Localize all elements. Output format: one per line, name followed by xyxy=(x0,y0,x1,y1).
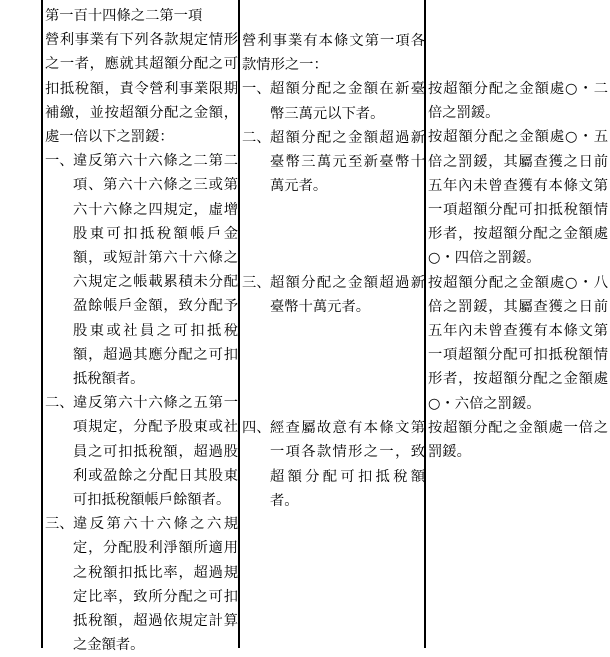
penalty-block-4 xyxy=(428,416,608,464)
item-line: 違反第六十六條之五第一 xyxy=(73,395,238,412)
intro-line: 之一者，應就其超額分配之可 xyxy=(45,56,238,73)
item-line: 股東可扣抵稅額帳戶金 xyxy=(73,225,238,242)
intro-line: 補繳，並按超額分配之金額， xyxy=(45,104,238,121)
case-line: 幣三萬元以下者。 xyxy=(270,105,385,122)
violation-item-2 xyxy=(45,391,238,512)
item-marker: 三、 xyxy=(45,516,74,533)
case-line: 經查屬故意有本條文第 xyxy=(270,420,425,437)
item-line: 違反第六十六條之六規 xyxy=(73,516,238,533)
item-line: 定比率，致所分配之可扣 xyxy=(73,588,238,605)
case-column xyxy=(242,0,425,513)
penalty-line: 按超額分配之金額處一倍之 xyxy=(428,419,608,436)
case-line: 臺幣三萬元至新臺幣十 xyxy=(270,154,425,171)
penalty-block-2 xyxy=(428,125,608,270)
violation-item-1 xyxy=(45,149,238,391)
penalty-block-3 xyxy=(428,271,608,416)
case-line: 超額分配可扣抵稅額 xyxy=(270,468,425,485)
penalty-line: 一項超額分配可扣抵稅額情 xyxy=(428,202,608,219)
case-item-3 xyxy=(242,271,425,416)
penalty-line: 倍之罰鍰，其屬查獲之日前 xyxy=(428,153,608,170)
item-line: 違反第六十六條之二第二 xyxy=(73,153,238,170)
item-line: 之稅額扣抵比率，超過規 xyxy=(73,564,238,581)
article-heading: 第一百十四條之二第一項 xyxy=(45,8,203,24)
penalty-line: 按超額分配之金額處○・八 xyxy=(428,274,608,291)
penalty-line: 按超額分配之金額處○・二 xyxy=(428,81,608,97)
penalty-line: ○・六倍之罰鍰。 xyxy=(428,395,541,412)
penalty-line: 罰鍰。 xyxy=(428,444,471,461)
item-line: 股東或社員之可扣抵稅 xyxy=(73,322,238,339)
case-line: 萬元者。 xyxy=(270,178,328,195)
table-border-left xyxy=(41,0,43,648)
item-marker: 二、 xyxy=(242,129,271,146)
penalty-line: 五年內未曾查獲有本條文第 xyxy=(428,177,608,194)
intro-line: 處一倍以下之罰鍰： xyxy=(45,129,174,146)
item-line: 員之可扣抵稅額，超過股 xyxy=(73,443,238,460)
case-item-2 xyxy=(242,126,425,271)
case-line: 一項各款情形之一，致 xyxy=(270,444,425,461)
item-marker: 三、 xyxy=(242,274,271,291)
intro-line: 扣抵稅額，責令營利事業限期 xyxy=(45,80,238,97)
penalty-block-1 xyxy=(428,77,608,125)
item-marker: 二、 xyxy=(45,395,74,412)
case-line: 超額分配之金額超過新 xyxy=(270,274,425,291)
penalty-column xyxy=(428,0,608,464)
item-line: 額，或短計第六十六條之 xyxy=(73,250,238,267)
item-marker: 一、 xyxy=(242,81,271,98)
case-line: 超額分配之金額超過新 xyxy=(270,129,425,146)
penalty-line: 一項超額分配可扣抵稅額情 xyxy=(428,347,608,364)
item-line: 六規定之帳載累積未分配 xyxy=(73,274,238,291)
item-line: 額，超過其應分配之可扣 xyxy=(73,346,238,363)
case-intro-line: 款情形之一： xyxy=(242,57,328,74)
case-intro-line: 營利事業有本條文第一項各 xyxy=(242,33,425,49)
item-line: 利或盈餘之分配日其股東 xyxy=(73,467,238,484)
case-item-4 xyxy=(242,416,425,513)
item-line: 之金額者。 xyxy=(73,637,145,654)
item-marker: 四、 xyxy=(242,420,271,437)
penalty-line: 五年內未曾查獲有本條文第 xyxy=(428,323,608,340)
intro-line: 營利事業有下列各款規定情形 xyxy=(45,32,238,49)
penalty-line: 倍之罰鍰。 xyxy=(428,105,500,122)
item-line: 項規定，分配予股東或社 xyxy=(73,419,238,436)
item-line: 定，分配股利淨額所適用 xyxy=(73,540,238,557)
violation-column xyxy=(45,0,238,657)
item-line: 抵稅額者。 xyxy=(73,371,145,388)
penalty-line: ○・四倍之罰鍰。 xyxy=(428,250,541,267)
item-line: 項、第六十六條之三或第 xyxy=(73,177,238,194)
case-line: 超額分配之金額在新臺 xyxy=(270,81,425,98)
case-item-1 xyxy=(242,77,425,125)
item-line: 盈餘帳戶金額，致分配予 xyxy=(73,298,238,315)
item-line: 抵稅額，超過依規定計算 xyxy=(73,613,238,630)
penalty-line: 形者，按超額分配之金額處 xyxy=(428,371,608,388)
item-line: 可扣抵稅額帳戶餘額者。 xyxy=(73,492,231,509)
item-marker: 一、 xyxy=(45,153,74,170)
case-line: 臺幣十萬元者。 xyxy=(270,299,371,316)
violation-item-3 xyxy=(45,512,238,657)
item-line: 六十六條之四規定，虛增 xyxy=(73,201,238,218)
case-line: 者。 xyxy=(270,492,299,509)
penalty-line: 形者，按超額分配之金額處 xyxy=(428,226,608,243)
penalty-line: 倍之罰鍰，其屬查獲之日前 xyxy=(428,298,608,315)
table-divider-1 xyxy=(238,0,240,648)
penalty-line: 按超額分配之金額處○・五 xyxy=(428,129,608,146)
